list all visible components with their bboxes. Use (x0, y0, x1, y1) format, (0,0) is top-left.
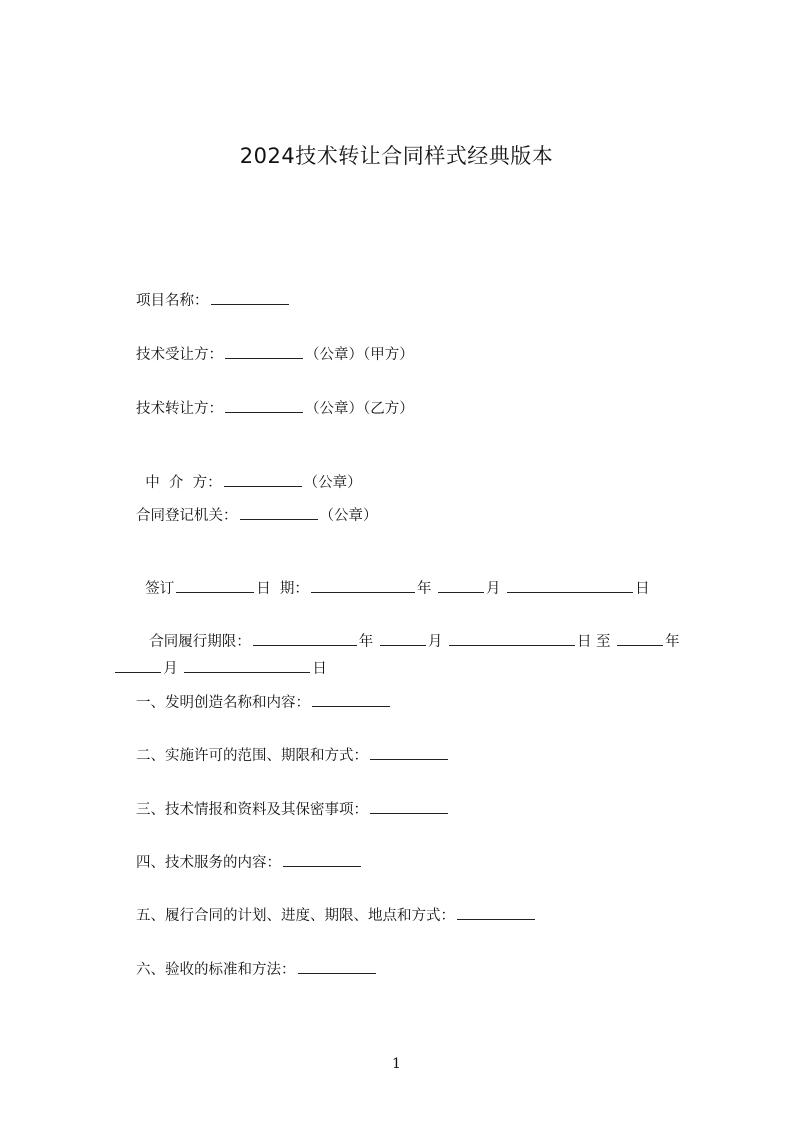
term-end-year-label: 年 (665, 634, 680, 650)
term-start-day-label: 日 (576, 634, 592, 650)
term-end-month-blank (115, 658, 161, 673)
section-5-label: 五、履行合同的计划、进度、期限、地点和方式： (136, 908, 455, 924)
transferor-label: 技术转让方： (136, 401, 223, 417)
signed-day-blank (507, 578, 633, 593)
project-name-blank (211, 290, 289, 305)
section-1-label: 一、发明创造名称和内容： (136, 695, 310, 711)
transferor-suffix: （公章）（乙方） (305, 401, 414, 417)
transferee-line (136, 344, 414, 365)
intermediary-suffix: （公章） (303, 475, 362, 491)
section-4-label: 四、技术服务的内容： (136, 855, 281, 871)
section-5-blank (457, 905, 535, 920)
term-line-continued (104, 638, 327, 679)
intermediary-blank (224, 472, 302, 487)
signed-date-line (136, 558, 650, 599)
section-4-blank (283, 852, 361, 867)
signed-month-label: 月 (486, 581, 501, 597)
intermediary-label: 中 介 方： (145, 475, 222, 491)
section-6-label: 六、验收的标准和方法： (136, 962, 296, 978)
project-name-line (136, 290, 291, 311)
signed-date-label: 日 期： (256, 581, 309, 597)
transferor-blank (225, 398, 303, 413)
signed-year-blank (311, 578, 415, 593)
term-end-day-label: 日 (312, 661, 327, 677)
section-3-label: 三、技术情报和资料及其保密事项： (136, 802, 368, 818)
transferee-label: 技术受让方： (136, 347, 223, 363)
section-6-blank (298, 959, 376, 974)
section-1-blank (312, 692, 390, 707)
term-start-year-label: 年 (358, 634, 374, 650)
section-2 (136, 745, 450, 766)
section-2-label: 二、实施许可的范围、期限和方式： (136, 748, 368, 764)
section-3-blank (370, 799, 448, 814)
term-end-year-blank (617, 631, 663, 646)
term-start-month-blank (380, 631, 426, 646)
transferee-suffix: （公章）（甲方） (305, 347, 414, 363)
registry-line (136, 505, 378, 526)
section-3 (136, 799, 450, 820)
document-title: 2024技术转让合同样式经典版本 (239, 144, 554, 168)
term-start-day-blank (449, 631, 575, 646)
signed-year-label: 年 (416, 581, 432, 597)
intermediary-line (136, 452, 362, 493)
signed-place-blank (176, 578, 254, 593)
project-name-label: 项目名称： (136, 293, 209, 309)
section-2-blank (370, 745, 448, 760)
transferor-line (136, 398, 414, 419)
signed-month-blank (438, 578, 484, 593)
term-to-label: 至 (596, 634, 611, 650)
registry-label: 合同登记机关： (136, 508, 238, 524)
signed-day-label: 日 (635, 581, 650, 597)
registry-blank (240, 505, 318, 520)
section-4 (136, 852, 363, 873)
section-1 (136, 692, 392, 713)
term-end-day-blank (184, 658, 310, 673)
term-start-month-label: 月 (427, 634, 443, 650)
section-5 (136, 905, 537, 926)
registry-suffix: （公章） (319, 508, 378, 524)
page-number: 1 (392, 1056, 401, 1072)
section-6 (136, 959, 378, 980)
term-end-month-label: 月 (163, 661, 178, 677)
transferee-blank (225, 344, 303, 359)
term-label: 合同履行期限： (149, 634, 251, 650)
signed-prefix: 签订 (145, 581, 175, 597)
